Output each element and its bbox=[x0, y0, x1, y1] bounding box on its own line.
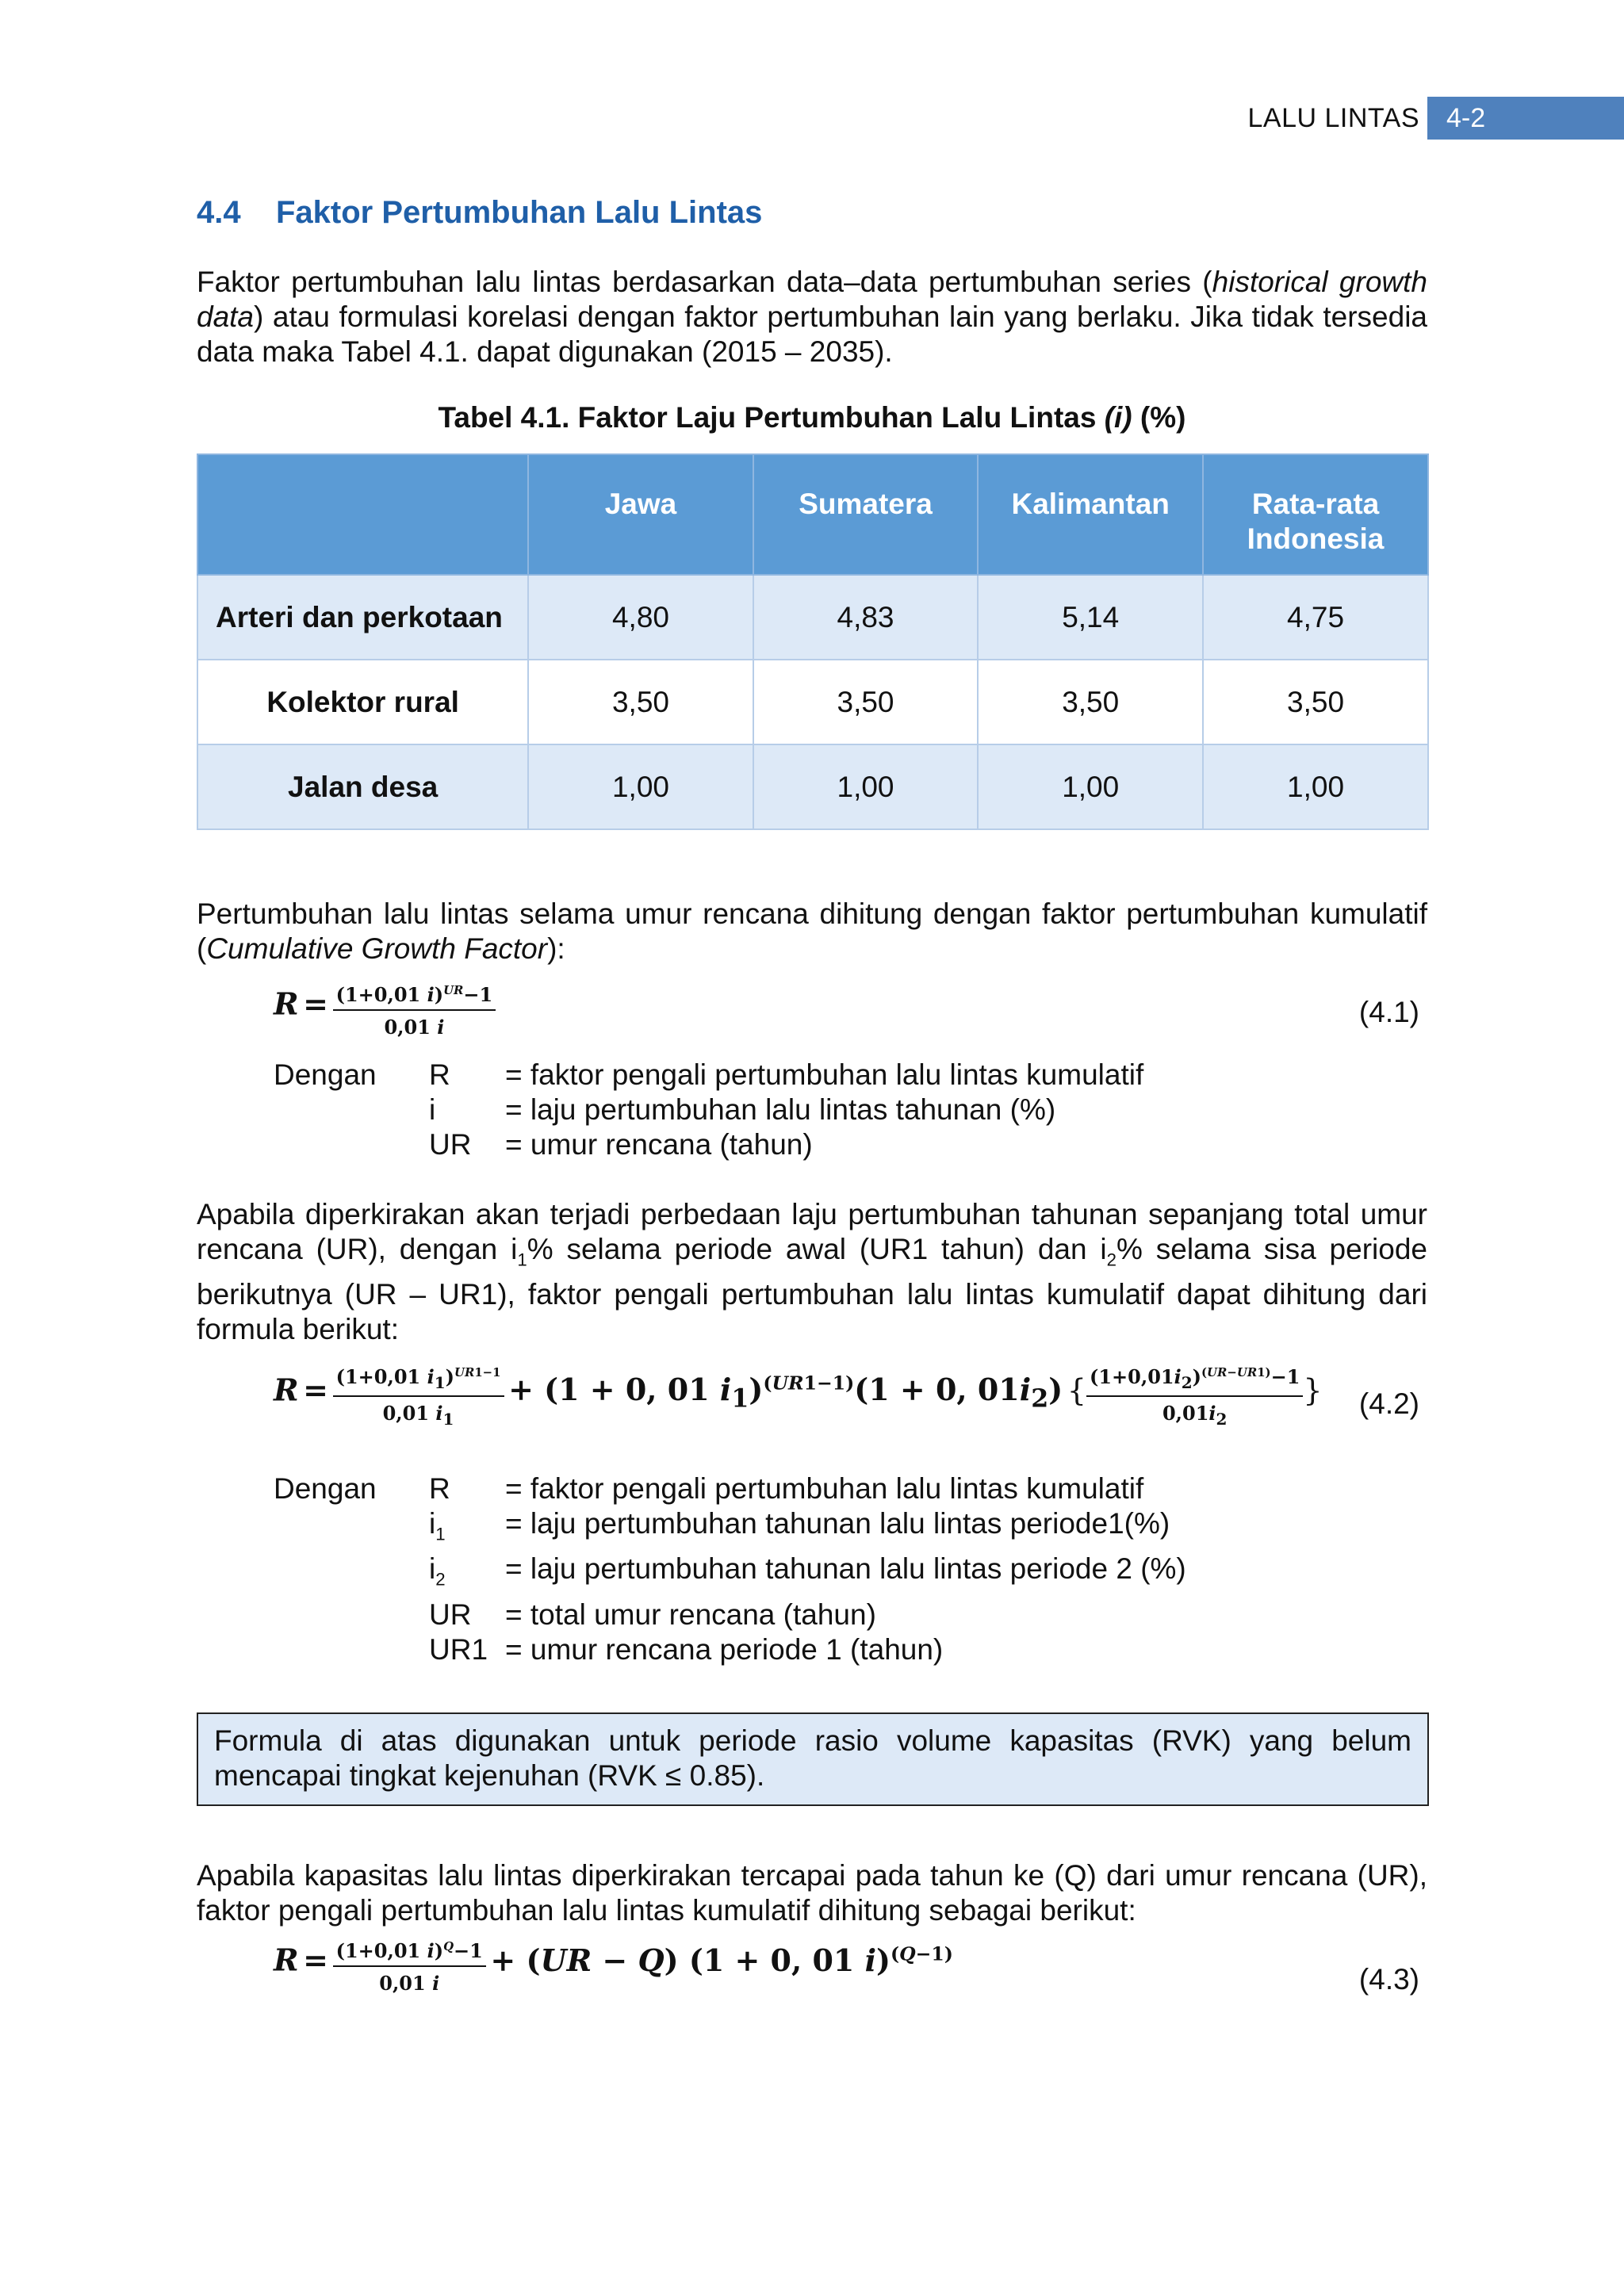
definition-row bbox=[274, 1058, 1143, 1093]
note-box: Formula di atas digunakan untuk periode rasio volume kapasitas (RVK) yang belum mencapai tingkat kejenuhan (RVK ≤ 0.85). bbox=[197, 1712, 1429, 1806]
def-desc: = laju pertumbuhan tahunan lalu lintas periode1(%) bbox=[505, 1507, 1170, 1540]
table-cell: 1,00 bbox=[1203, 744, 1428, 829]
definition-row bbox=[274, 1127, 1143, 1162]
page-number: 4-2 bbox=[1427, 97, 1624, 140]
definitions-2 bbox=[274, 1471, 1186, 1667]
intro-paragraph bbox=[197, 265, 1427, 369]
equation-4-1: R = $\frac{(1+0,01 i)^{UR}-1}{0,01 i}$ bbox=[274, 983, 496, 1039]
two-period-text-c: % selama sisa periode berikutnya (UR – UR1), faktor pengali pertumbuhan lalu lintas kumulatif dapat dihitung dari formula berikut: bbox=[197, 1233, 1427, 1346]
cgf-italic: Cumulative Growth Factor bbox=[206, 932, 548, 965]
table-cell: 1,00 bbox=[753, 744, 979, 829]
intro-text-1: Faktor pertumbuhan lalu lintas berdasarkan data–data pertumbuhan series ( bbox=[197, 266, 1212, 298]
caption-text: Tabel 4.1. Faktor Laju Pertumbuhan Lalu Lintas bbox=[438, 401, 1105, 434]
intro-text-2: ) atau formulasi korelasi dengan faktor pertumbuhan lain yang berlaku. Jika tidak tersedia data maka Tabel 4.1. dapat digunakan (2015 – 2035). bbox=[197, 300, 1427, 368]
two-period-text-b: % selama periode awal (UR1 tahun) dan i bbox=[527, 1233, 1107, 1265]
cgf-text-2: ): bbox=[547, 932, 565, 965]
table-cell: 3,50 bbox=[978, 660, 1203, 744]
running-header-title: LALU LINTAS bbox=[1247, 103, 1419, 133]
section-title: Faktor Pertumbuhan Lalu Lintas bbox=[276, 195, 763, 230]
caption-suffix: (%) bbox=[1132, 401, 1186, 434]
table-row bbox=[197, 744, 1428, 829]
table-caption bbox=[197, 401, 1427, 434]
def-symbol: UR bbox=[429, 1128, 472, 1161]
def-desc: = faktor pengali pertumbuhan lalu lintas kumulatif bbox=[505, 1472, 1144, 1505]
table-header-cell bbox=[197, 454, 528, 575]
table-cell: 4,83 bbox=[753, 575, 979, 660]
def-desc: = umur rencana (tahun) bbox=[505, 1128, 813, 1161]
def-symbol: UR bbox=[429, 1598, 472, 1631]
table-cell: 5,14 bbox=[978, 575, 1203, 660]
row-label: Kolektor rural bbox=[197, 660, 528, 744]
table-cell: 4,80 bbox=[528, 575, 753, 660]
table-header-cell: Sumatera bbox=[753, 454, 979, 575]
equation-4-2: R = $\frac{(1+0,01 i_1)^{UR1-1}}{0,01 i_1}$ + (1 + 0, 01 $i_1)^{(UR1-1)}(1 + 0$, $01i_2$) { $\frac{(1+0,01i_2)^{(UR-UR1)}-1}{0,01i_2}$ } bbox=[274, 1365, 1323, 1429]
two-period-text-a: Apabila diperkirakan akan terjadi perbedaan laju pertumbuhan tahunan sepanjang total umur rencana (UR), dengan i bbox=[197, 1198, 1427, 1265]
row-label: Jalan desa bbox=[197, 744, 528, 829]
def-desc: = umur rencana periode 1 (tahun) bbox=[505, 1632, 944, 1666]
table-row bbox=[197, 575, 1428, 660]
def-intro: Dengan bbox=[274, 1472, 377, 1505]
def-symbol: R bbox=[429, 1058, 450, 1091]
capacity-paragraph: Apabila kapasitas lalu lintas diperkirakan tercapai pada tahun ke (Q) dari umur rencana (UR), faktor pengali pertumbuhan lalu lintas kumulatif dihitung sebagai berikut: bbox=[197, 1859, 1427, 1927]
cgf-paragraph bbox=[197, 897, 1427, 966]
table-row bbox=[197, 660, 1428, 744]
definition-row bbox=[274, 1506, 1186, 1552]
def-desc: = laju pertumbuhan tahunan lalu lintas periode 2 (%) bbox=[505, 1552, 1186, 1586]
table-header-cell: Jawa bbox=[528, 454, 753, 575]
intro-italic: historical growth data bbox=[197, 266, 1427, 333]
table-header-row bbox=[197, 454, 1428, 575]
def-desc: = faktor pengali pertumbuhan lalu lintas kumulatif bbox=[505, 1058, 1144, 1091]
table-cell: 1,00 bbox=[978, 744, 1203, 829]
def-desc: = total umur rencana (tahun) bbox=[505, 1598, 876, 1631]
table-cell: 4,75 bbox=[1203, 575, 1428, 660]
def-symbol: $i_2$ bbox=[429, 1552, 446, 1590]
two-period-paragraph: Apabila diperkirakan akan terjadi perbedaan laju pertumbuhan tahunan sepanjang total umur rencana (UR), dengan $i_1\%$ selama periode awal (UR1 tahun) dan $i_2\%$ selama sisa periode berikutnya (UR – UR1), faktor pengali pertumbuhan lalu lintas kumulatif dapat dihitung dari formula berikut: bbox=[197, 1198, 1427, 1346]
equation-number: (4.2) bbox=[1358, 1387, 1419, 1420]
section-number: 4.4 bbox=[197, 195, 241, 230]
table-header-cell: Kalimantan bbox=[978, 454, 1203, 575]
definition-row bbox=[274, 1093, 1143, 1127]
equation-4-3: R = $\frac{(1+0,01 i)^Q-1}{0,01 i}$ + (UR − Q) (1 + 0, 01 i)$^{(Q-1)}$ bbox=[274, 1939, 953, 1995]
row-label: Arteri dan perkotaan bbox=[197, 575, 528, 660]
def-symbol: $i_1$ bbox=[429, 1507, 446, 1544]
equation-number: (4.3) bbox=[1358, 1963, 1419, 1996]
table-cell: 3,50 bbox=[753, 660, 979, 744]
table-cell: 3,50 bbox=[1203, 660, 1428, 744]
definition-row bbox=[274, 1632, 1186, 1667]
cgf-text-1: Pertumbuhan lalu lintas selama umur rencana dihitung dengan faktor pertumbuhan kumulatif ( bbox=[197, 897, 1427, 965]
growth-rate-table bbox=[197, 453, 1429, 830]
def-symbol: R bbox=[429, 1472, 450, 1505]
def-intro: Dengan bbox=[274, 1058, 377, 1091]
def-desc: = laju pertumbuhan lalu lintas tahunan (%) bbox=[505, 1093, 1056, 1126]
definition-row bbox=[274, 1471, 1186, 1506]
definitions-1 bbox=[274, 1058, 1143, 1162]
equation-number: (4.1) bbox=[1358, 996, 1419, 1028]
table-header-cell: Rata-rata Indonesia bbox=[1203, 454, 1428, 575]
table-cell: 1,00 bbox=[528, 744, 753, 829]
caption-italic: (i) bbox=[1104, 401, 1132, 434]
def-symbol: i bbox=[429, 1093, 436, 1126]
definition-row bbox=[274, 1598, 1186, 1632]
section-heading bbox=[197, 195, 762, 231]
definition-row bbox=[274, 1552, 1186, 1597]
table-cell: 3,50 bbox=[528, 660, 753, 744]
def-symbol: UR1 bbox=[429, 1632, 488, 1666]
